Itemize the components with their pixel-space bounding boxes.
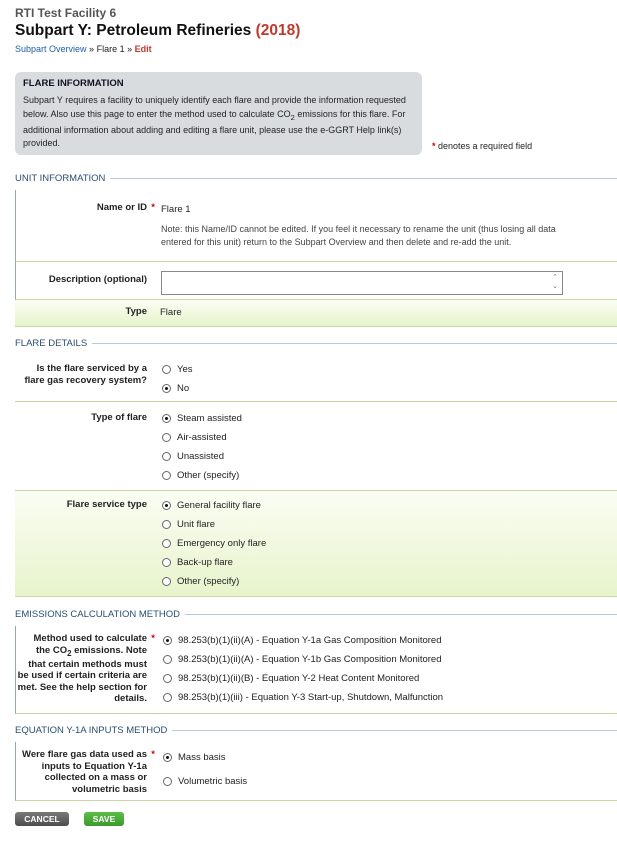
required-star: * [151, 749, 155, 760]
option-label: 98.253(b)(1)(iii) - Equation Y-3 Start-up, Shutdown, Malfunction [178, 692, 444, 703]
option-label: No [177, 383, 190, 394]
name-row [15, 190, 617, 262]
type-label: Type [125, 306, 147, 317]
service-type-row [15, 491, 617, 597]
flare-type-steam[interactable] [162, 413, 242, 424]
info-text-b: emissions for this flare. For additional information about adding and editing a flare unit, please use the e-GGRT Help link(s) provided. [23, 108, 406, 149]
radio-selected-icon[interactable] [162, 384, 171, 393]
info-text [23, 94, 414, 151]
section-title: EQUATION Y-1A INPUTS METHOD [15, 724, 168, 736]
flare-type-label: Type of flare [91, 412, 147, 423]
recovery-option-yes[interactable] [162, 364, 193, 375]
info-text-a: Subpart Y requires a facility to uniquely identify each flare and provide the information requested below. Also use this page to enter the method used to calculate CO [23, 95, 406, 119]
breadcrumb [15, 44, 152, 54]
section-rule [110, 178, 617, 179]
option-label: Back-up flare [177, 557, 233, 568]
section-emissions-method [15, 607, 617, 621]
required-field-note [432, 141, 532, 151]
radio-icon[interactable] [162, 539, 171, 548]
option-label: 98.253(b)(1)(ii)(B) - Equation Y-2 Heat Content Monitored [178, 673, 420, 684]
scroll-arrows-icon[interactable] [550, 273, 560, 291]
option-label: Mass basis [178, 752, 226, 763]
option-label: Unassisted [177, 451, 224, 462]
option-label: Emergency only flare [177, 538, 267, 549]
inputs-mass-basis[interactable] [163, 752, 226, 763]
radio-icon[interactable] [162, 577, 171, 586]
name-value: Flare 1 [161, 204, 191, 215]
required-star: * [151, 633, 155, 644]
radio-selected-icon[interactable] [162, 414, 171, 423]
radio-icon[interactable] [162, 452, 171, 461]
section-title: FLARE DETAILS [15, 337, 88, 349]
section-unit-information [15, 171, 617, 185]
breadcrumb-flare: Flare 1 [96, 44, 125, 54]
radio-icon[interactable] [163, 693, 172, 702]
breadcrumb-subpart-overview[interactable]: Subpart Overview [15, 44, 87, 54]
save-button[interactable]: SAVE [84, 812, 124, 826]
method-label [17, 633, 155, 705]
section-rule [172, 730, 617, 731]
radio-selected-icon[interactable] [162, 501, 171, 510]
breadcrumb-separator: » [89, 44, 95, 54]
option-label: Other (specify) [177, 576, 240, 587]
facility-name: RTI Test Facility 6 [15, 6, 117, 20]
inputs-row [15, 742, 617, 801]
section-title: EMISSIONS CALCULATION METHOD [15, 608, 181, 620]
breadcrumb-current: Edit [134, 44, 152, 54]
radio-icon[interactable] [162, 471, 171, 480]
option-label: Steam assisted [177, 413, 242, 424]
recovery-label: Is the flare serviced by a flare gas recovery system? [24, 363, 147, 386]
option-label: 98.253(b)(1)(ii)(A) - Equation Y-1a Gas Composition Monitored [178, 635, 442, 646]
flare-type-air[interactable] [162, 432, 227, 443]
flare-type-other[interactable] [162, 470, 239, 481]
service-general[interactable] [162, 500, 261, 511]
required-star: * [432, 141, 436, 151]
method-y1b[interactable] [163, 654, 442, 665]
page-title-text: Subpart Y: Petroleum Refineries [15, 22, 252, 39]
recovery-row [15, 354, 617, 402]
option-label: Unit flare [177, 519, 216, 530]
service-unit[interactable] [162, 519, 215, 530]
scroll-up-icon[interactable]: ⌃ [552, 274, 558, 281]
method-label-a: Method used to calculate the CO [33, 633, 147, 656]
method-label-sub: 2 [67, 648, 72, 658]
method-y3[interactable] [163, 692, 443, 703]
option-label: General facility flare [177, 500, 261, 511]
section-title: UNIT INFORMATION [15, 172, 106, 184]
recovery-option-no[interactable] [162, 383, 189, 394]
radio-icon[interactable] [162, 365, 171, 374]
method-y2[interactable] [163, 673, 419, 684]
option-label: Volumetric basis [178, 776, 248, 787]
method-y1a[interactable] [163, 635, 442, 646]
radio-icon[interactable] [163, 777, 172, 786]
method-label-b: emissions. Note that certain methods must be used if certain criteria are met. See the help section for details. [17, 644, 147, 705]
scroll-down-icon[interactable]: ⌄ [552, 283, 558, 290]
radio-selected-icon[interactable] [163, 636, 172, 645]
cancel-button[interactable]: CANCEL [15, 812, 69, 826]
info-text-sub: 2 [290, 112, 295, 122]
service-type-label: Flare service type [66, 499, 147, 510]
radio-icon[interactable] [162, 558, 171, 567]
section-flare-details [15, 336, 617, 350]
option-label: Other (specify) [177, 470, 240, 481]
description-row [15, 262, 617, 300]
flare-type-unassisted[interactable] [162, 451, 224, 462]
required-star: * [151, 202, 155, 213]
radio-icon[interactable] [163, 674, 172, 683]
section-rule [185, 614, 617, 615]
option-label: 98.253(b)(1)(ii)(A) - Equation Y-1b Gas Composition Monitored [178, 654, 442, 665]
description-textarea[interactable] [161, 271, 563, 295]
inputs-label: Were flare gas data used as inputs to Equation Y-1a collected on a mass or volumetric basis * [22, 749, 155, 795]
radio-icon[interactable] [162, 433, 171, 442]
info-title: FLARE INFORMATION [23, 78, 124, 89]
type-row [15, 300, 617, 327]
radio-icon[interactable] [163, 655, 172, 664]
flare-type-row [15, 402, 617, 491]
inputs-volumetric-basis[interactable] [163, 776, 247, 787]
breadcrumb-separator: » [127, 44, 133, 54]
required-note-text: denotes a required field [435, 141, 533, 151]
service-emergency[interactable] [162, 538, 266, 549]
flare-information-box [15, 72, 422, 155]
radio-selected-icon[interactable] [163, 753, 172, 762]
name-note: Note: this Name/ID cannot be edited. If you feel it necessary to rename the unit (thus losing all data entered for this unit) return to the Subpart Overview and then delete and re-add the unit. [161, 224, 556, 247]
description-label: Description (optional) [48, 274, 147, 285]
service-backup[interactable] [162, 557, 233, 568]
type-value: Flare [160, 307, 182, 318]
name-label: Name or ID * [96, 202, 155, 213]
section-inputs-method [15, 723, 617, 737]
radio-icon[interactable] [162, 520, 171, 529]
method-row [15, 626, 617, 714]
service-other[interactable] [162, 576, 239, 587]
page-title [15, 22, 300, 40]
reporting-year: (2018) [255, 22, 301, 39]
section-rule [92, 343, 617, 344]
option-label: Air-assisted [177, 432, 227, 443]
option-label: Yes [177, 364, 193, 375]
